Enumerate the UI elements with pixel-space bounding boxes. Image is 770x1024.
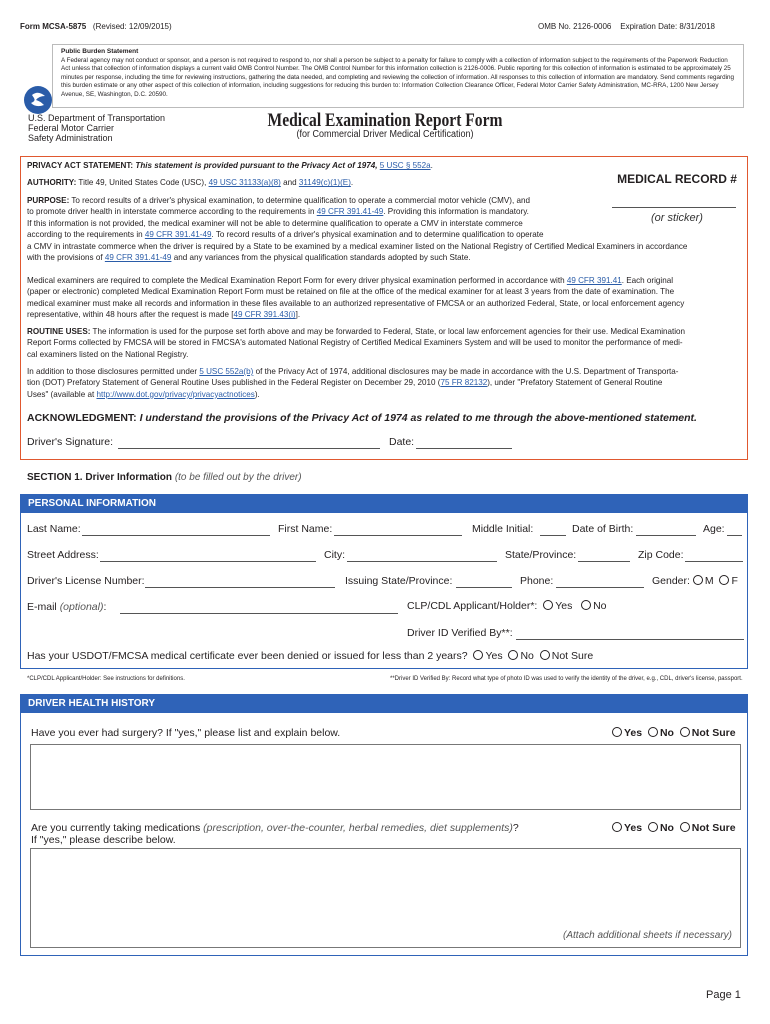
denied-not-sure-radio[interactable] — [540, 650, 550, 660]
surgery-options: Yes No Not Sure — [612, 727, 736, 739]
date-label: Date: — [389, 436, 415, 448]
meds-not-sure-radio[interactable] — [680, 822, 690, 832]
issuing-state-label: Issuing State/Province: — [345, 575, 453, 587]
issuing-state-input[interactable] — [456, 587, 512, 588]
gender-f-radio[interactable] — [719, 575, 729, 585]
denied-no-radio[interactable] — [508, 650, 518, 660]
dob-input[interactable] — [636, 535, 696, 536]
age-input[interactable] — [727, 535, 742, 536]
street-label: Street Address: — [27, 549, 99, 561]
agency-name: U.S. Department of Transportation Federal Motor Carrier Safety Administration — [28, 113, 166, 143]
phone-label: Phone: — [520, 575, 554, 587]
cfr-link[interactable]: 49 CFR 391.43(i) — [233, 310, 296, 320]
zip-input[interactable] — [685, 561, 743, 562]
driver-id-label: Driver ID Verified By**: — [407, 627, 513, 639]
purpose-text: PURPOSE: To record results of a driver's physical examination, to determine qualification to operate a commercial motor vehicle (CMV), and to promote driver health in interstate commerce according to the requirements in 49 CFR 391.41-49. Providing this information is mandatory. If this information is not provided, the medical examiner will not be able to determine qualification to operate a CMV in interstate commerce according to the requirements in 49 CFR 391.41-49. To record results of a driver's physical examination and to determine qualification to operate a CMV in intrastate commerce when the driver is required by a State to be examined by a medical examiner listed on the National Registry of Certified Medical Examiners in accordance with the provisions of 49 CFR 391.41-49 and any variances from the physical qualification standards adopted by such State. — [27, 196, 688, 263]
dot-logo-icon — [24, 86, 52, 114]
clp-yes-radio[interactable] — [543, 600, 553, 610]
meds-no-radio[interactable] — [648, 822, 658, 832]
medications-describe: If "yes," please describe below. — [31, 834, 176, 846]
medical-record-label: MEDICAL RECORD # — [617, 172, 737, 186]
sticker-label: (or sticker) — [651, 212, 703, 224]
privacy-statement: PRIVACY ACT STATEMENT: This statement is provided pursuant to the Privacy Act of 1974, 5 USC § 552a. AUTHORITY: Title 49, United States Code (USC), 49 USC 31133(a)(8) and 31149(c)(1)(E). — [27, 161, 433, 188]
attach-note: (Attach additional sheets if necessary) — [563, 930, 732, 941]
first-name-input[interactable] — [334, 535, 462, 536]
cfr-link[interactable]: 49 CFR 391.41 — [566, 276, 622, 285]
page-subtitle: (for Commercial Driver Medical Certification) — [296, 129, 474, 140]
usc-552a-b-link[interactable]: 5 USC 552a(b) — [199, 367, 254, 376]
license-input[interactable] — [145, 587, 335, 588]
omb-number: OMB No. 2126-0006 Expiration Date: 8/31/2018 — [538, 22, 715, 31]
medications-question: Are you currently taking medications (prescription, over-the-counter, herbal remedies, diet supplements)? — [31, 822, 519, 834]
personal-info-bar: PERSONAL INFORMATION — [20, 494, 748, 513]
email-label: E-mail (optional): — [27, 601, 107, 613]
additional-disclosures: In addition to those disclosures permitted under 5 USC 552a(b) of the Privacy Act of 1974, additional disclosures may be made in accordance with the U.S. Department of Transporta- tion (DOT) Prefatory Statement of General Routine Uses published in the Federal Register on December 29, 2010 (75 FR 82132), under "Prefatory Statement of General Routine Uses" (available at http://www.dot.gov/privacy/privacyactnotices). — [27, 367, 679, 399]
medications-options: Yes No Not Sure — [612, 822, 736, 834]
footnote-clp: *CLP/CDL Applicant/Holder: See instructions for definitions. — [27, 676, 185, 682]
last-name-input[interactable] — [82, 535, 270, 536]
meds-yes-radio[interactable] — [612, 822, 622, 832]
signature-label: Driver's Signature: — [27, 436, 114, 448]
privacy-notices-link[interactable]: http://www.dot.gov/privacy/privacyactnotices — [96, 389, 255, 399]
middle-initial-input[interactable] — [540, 535, 566, 536]
burden-statement: Public Burden Statement A Federal agency may not conduct or sponsor, and a person is not required to respond to, nor shall a person be subject to a penalty for failure to comply with a collection of information subject to the requirements of the Paperwork Reduction Act unless that collection of information displays a current valid OMB Control Number. The OMB Control Number for this information collection is 2126-0006. Public reporting for this collection of information is estimated to be approximately 25 minutes per response, including the time for reviewing instructions, gathering the data needed, and completing and reviewing the collection of information. All responses to this collection of information are mandatory. Send comments regarding this burden estimate or any other aspect of this collection of information, including suggestions for reducing this burden to: Information Collection Clearance Officer, Federal Motor Carrier Safety Administration, MC-RRA, 1200 New Jersey Avenue, SE, Washington, D.C. 20590. — [52, 44, 744, 108]
gender-m-radio[interactable] — [693, 575, 703, 585]
gender-group: Gender: M F — [652, 575, 738, 587]
form-id: Form MCSA-5875 (Revised: 12/09/2015) — [20, 22, 172, 31]
usc-31133-link[interactable]: 49 USC 31133(a)(8) — [208, 178, 281, 188]
usc-552a-link[interactable]: 5 USC § 552a — [379, 161, 431, 170]
surgery-textarea[interactable] — [30, 744, 741, 810]
license-label: Driver's License Number: — [27, 575, 145, 587]
surgery-no-radio[interactable] — [648, 727, 658, 737]
last-name-label: Last Name: — [27, 523, 81, 535]
section-1-title: SECTION 1. Driver Information (to be filled out by the driver) — [27, 472, 302, 483]
surgery-yes-radio[interactable] — [612, 727, 622, 737]
state-input[interactable] — [578, 561, 630, 562]
cfr-link[interactable]: 49 CFR 391.41-49 — [104, 253, 172, 263]
footnote-driver-id: **Driver ID Verified By: Record what type of photo ID was used to verify the identity of the driver, e.g., CDL, driver's license, passport. — [390, 676, 743, 682]
health-history-bar: DRIVER HEALTH HISTORY — [20, 694, 748, 713]
federal-register-link[interactable]: 75 FR 82132 — [440, 378, 488, 388]
city-label: City: — [324, 549, 345, 561]
middle-initial-label: Middle Initial: — [472, 523, 534, 535]
examiner-requirements: Medical examiners are required to complete the Medical Examination Report Form for every driver physical examination performed in accordance with 49 CFR 391.41. Each original (paper or electronic) completed Medical Examination Report Form must be retained on file at the office of the medical examiner for at least 3 years from the date of examination. The medical examiner must make all records and information in these files available to an authorized representative of FMCSA or an authorized Federal, State, or local enforcement agency representative, within 48 hours after the request is made [49 CFR 391.43(i)]. — [27, 276, 685, 320]
dob-label: Date of Birth: — [572, 523, 634, 535]
clp-group: CLP/CDL Applicant/Holder*: Yes No — [407, 600, 607, 612]
denied-yes-radio[interactable] — [473, 650, 483, 660]
surgery-not-sure-radio[interactable] — [680, 727, 690, 737]
phone-input[interactable] — [556, 587, 644, 588]
page-number: Page 1 — [706, 989, 741, 1001]
routine-uses: ROUTINE USES: The information is used for the purpose set forth above and may be forwarded to Federal, State, or local law enforcement agencies for their use. Medical Examination Report Forms collected by FMCSA will be stored in FMCSA's automated National Registry of Certified Medical Examiners System and will be used to monitor the performance of medi- cal examiners listed on the National Registry. — [27, 327, 686, 359]
state-label: State/Province: — [505, 549, 577, 561]
zip-label: Zip Code: — [638, 549, 684, 561]
surgery-question: Have you ever had surgery? If "yes," please list and explain below. — [31, 727, 341, 739]
clp-no-radio[interactable] — [581, 600, 591, 610]
street-input[interactable] — [100, 561, 316, 562]
usc-31149-link[interactable]: 31149(c)(1)(E) — [298, 178, 351, 188]
age-label: Age: — [703, 523, 725, 535]
city-input[interactable] — [347, 561, 497, 562]
cfr-link[interactable]: 49 CFR 391.41-49 — [316, 207, 384, 217]
medical-record-field[interactable] — [612, 207, 736, 208]
email-input[interactable] — [120, 613, 398, 614]
denied-question: Has your USDOT/FMCSA medical certificate ever been denied or issued for less than 2 years? Yes No Not Sure — [27, 650, 594, 662]
acknowledgment: ACKNOWLEDGMENT: I understand the provisions of the Privacy Act of 1974 as related to me through the above-mentioned statement. — [27, 412, 697, 424]
signature-field[interactable] — [118, 448, 380, 449]
cfr-link[interactable]: 49 CFR 391.41-49 — [144, 230, 212, 240]
page-title: Medical Examination Report Form — [267, 110, 503, 131]
driver-id-input[interactable] — [516, 639, 744, 640]
first-name-label: First Name: — [278, 523, 333, 535]
date-field[interactable] — [416, 448, 512, 449]
